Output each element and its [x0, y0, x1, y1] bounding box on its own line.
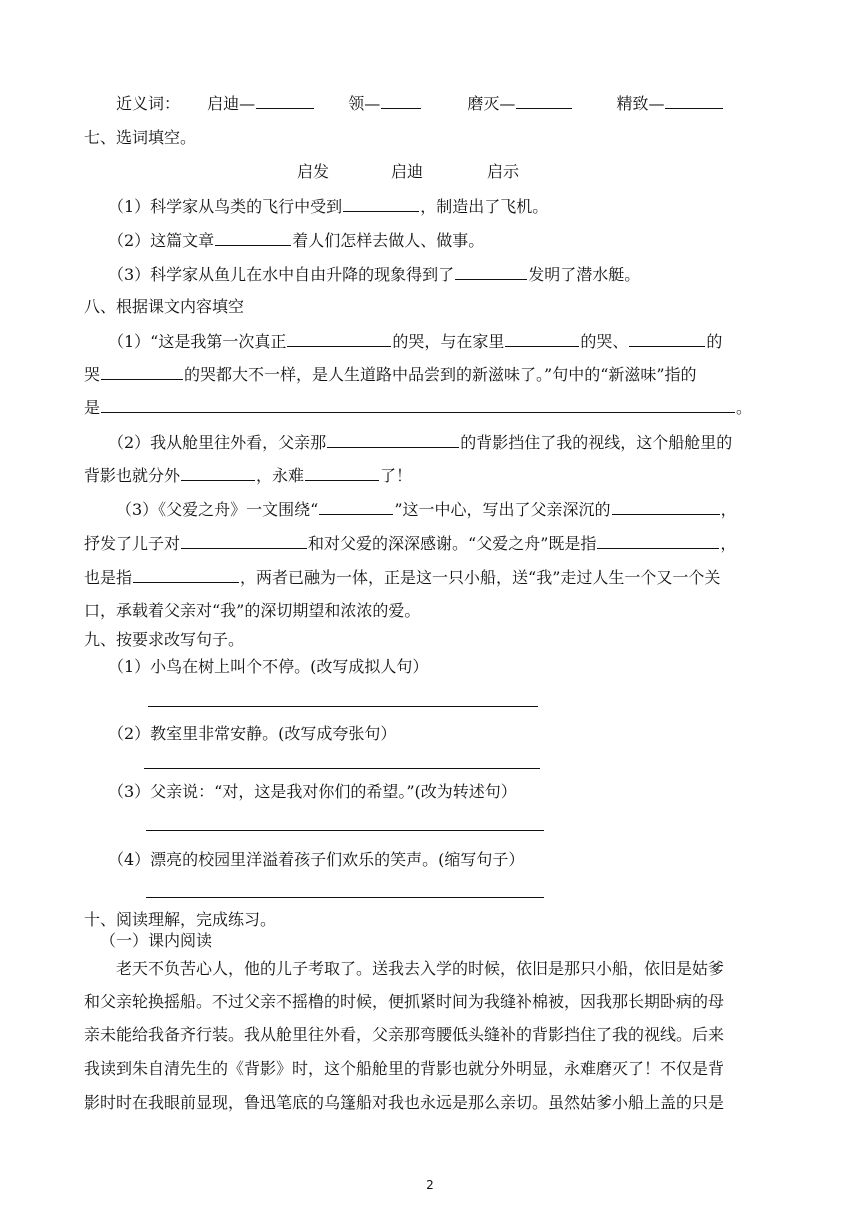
text: ，: [720, 534, 737, 553]
answer-blank[interactable]: [612, 498, 720, 515]
answer-blank[interactable]: [305, 464, 379, 481]
text: ”这一中心，写出了父亲深沉的: [394, 500, 611, 519]
section-title: 十、阅读理解，完成练习。: [84, 910, 277, 929]
answer-blank[interactable]: [665, 92, 723, 109]
section-title: 九、按要求改写句子。: [84, 630, 245, 649]
text: 背影也就分外: [84, 466, 181, 485]
synonym-item: 启迪—: [207, 94, 256, 113]
text: 的哭，与在家里: [392, 332, 505, 351]
answer-line[interactable]: [144, 768, 540, 769]
text: 哭: [84, 365, 101, 384]
question-text: （1）科学家从鸟类的飞行中受到: [108, 197, 343, 216]
question-text: （3）科学家从鱼儿在水中自由升降的现象得到了: [108, 265, 455, 284]
synonyms-line: [116, 92, 724, 115]
answer-blank[interactable]: [381, 92, 421, 109]
paragraph-line: [84, 363, 697, 386]
page-number: 2: [426, 1178, 434, 1192]
question-text: ，制造出了飞机。: [420, 197, 549, 216]
section-title: 七、选词填空。: [84, 128, 197, 147]
answer-blank[interactable]: [256, 92, 314, 109]
answer-blank[interactable]: [181, 464, 255, 481]
answer-blank[interactable]: [101, 396, 735, 413]
question-item: （4）漂亮的校园里洋溢着孩子们欢乐的笑声。(缩写句子）: [108, 850, 525, 869]
paragraph-line: [84, 532, 736, 555]
question-text: 着人们怎样去做人、做事。: [292, 231, 485, 250]
word-choice: 启发: [297, 162, 330, 181]
text: 是: [84, 398, 101, 417]
text: 。: [736, 398, 753, 417]
answer-blank[interactable]: [287, 330, 391, 347]
paragraph-line: [84, 464, 412, 487]
text: 的背影挡住了我的视线，这个船舱里的: [460, 433, 733, 452]
text: 了！: [380, 466, 413, 485]
synonyms-label: 近义词：: [116, 94, 181, 113]
question-item: [108, 229, 484, 252]
answer-blank[interactable]: [505, 330, 579, 347]
question-item: [108, 195, 548, 218]
answer-blank[interactable]: [215, 229, 291, 246]
word-choices: [297, 161, 519, 183]
question-item: （1）小鸟在树上叫个不停。(改写成拟人句）: [108, 657, 429, 676]
paragraph-line: 口，承载着父亲对“我”的深切期望和浓浓的爱。: [84, 601, 421, 620]
question-item: （2）教室里非常安静。(改写成夸张句）: [108, 724, 397, 743]
answer-blank[interactable]: [319, 498, 393, 515]
answer-blank[interactable]: [181, 532, 307, 549]
answer-blank[interactable]: [629, 330, 705, 347]
answer-blank[interactable]: [343, 195, 419, 212]
synonym-item: 磨灭—: [467, 94, 516, 113]
text: 的哭都大不一样，是人生道路中品尝到的新滋味了。”句中的“新滋味”指的: [184, 365, 697, 384]
answer-blank[interactable]: [455, 263, 527, 280]
text: ，: [720, 500, 737, 519]
question-text: （2）这篇文章: [108, 231, 215, 250]
question-item: （3）父亲说：“对，这是我对你们的希望。”(改为转述句）: [108, 782, 517, 801]
paragraph-line: [116, 498, 737, 521]
answer-blank[interactable]: [101, 363, 183, 380]
text: 和对父爱的深深感谢。“父爱之舟”既是指: [308, 534, 597, 553]
subsection-title: （一）课内阅读: [100, 931, 213, 950]
section-title: 八、根据课文内容填空: [84, 297, 245, 316]
reading-line: 影时时在我眼前显现，鲁迅笔底的乌篷船对我也永远是那么亲切。虽然姑爹小船上盖的只是: [84, 1093, 725, 1112]
text: 也是指: [84, 568, 133, 587]
paragraph-line: [84, 566, 720, 589]
synonym-item: 领—: [348, 94, 381, 113]
paragraph-line: [84, 396, 752, 419]
paragraph-line: [108, 431, 732, 454]
text: （3）《父爱之舟》一文围绕“: [116, 500, 319, 519]
answer-line[interactable]: [146, 897, 544, 898]
paragraph-line: [108, 330, 722, 353]
answer-blank[interactable]: [133, 566, 239, 583]
answer-blank[interactable]: [516, 92, 572, 109]
question-item: [108, 263, 640, 286]
text: ，两者已融为一体，正是这一只小船，送“我”走过人生一个又一个关: [240, 568, 721, 587]
reading-line: 亲未能给我备齐行装。我从舱里往外看，父亲那弯腰低头缝补的背影挡住了我的视线。后来: [84, 1025, 725, 1044]
text: （2）我从舱里往外看，父亲那: [108, 433, 327, 452]
answer-line[interactable]: [148, 706, 538, 707]
synonym-item: 精致—: [616, 94, 665, 113]
answer-blank[interactable]: [327, 431, 459, 448]
text: ，永难: [256, 466, 305, 485]
answer-blank[interactable]: [597, 532, 719, 549]
reading-line: 和父亲轮换摇船。不过父亲不摇橹的时候，便抓紧时间为我缝补棉被，因我那长期卧病的母: [84, 992, 725, 1011]
text: （1）“这是我第一次真正: [108, 332, 287, 351]
reading-line: 我读到朱自清先生的《背影》时，这个船舱里的背影也就分外明显，永难磨灭了！不仅是背: [84, 1059, 725, 1078]
word-choice: 启迪: [391, 162, 424, 181]
reading-line: 老天不负苦心人，他的儿子考取了。送我去入学的时候，依旧是那只小船，依旧是姑爹: [116, 959, 725, 978]
answer-line[interactable]: [146, 830, 544, 831]
question-text: 发明了潜水艇。: [528, 265, 641, 284]
text: 抒发了儿子对: [84, 534, 181, 553]
word-choice: 启示: [487, 162, 520, 181]
text: 的: [706, 332, 723, 351]
text: 的哭、: [580, 332, 629, 351]
